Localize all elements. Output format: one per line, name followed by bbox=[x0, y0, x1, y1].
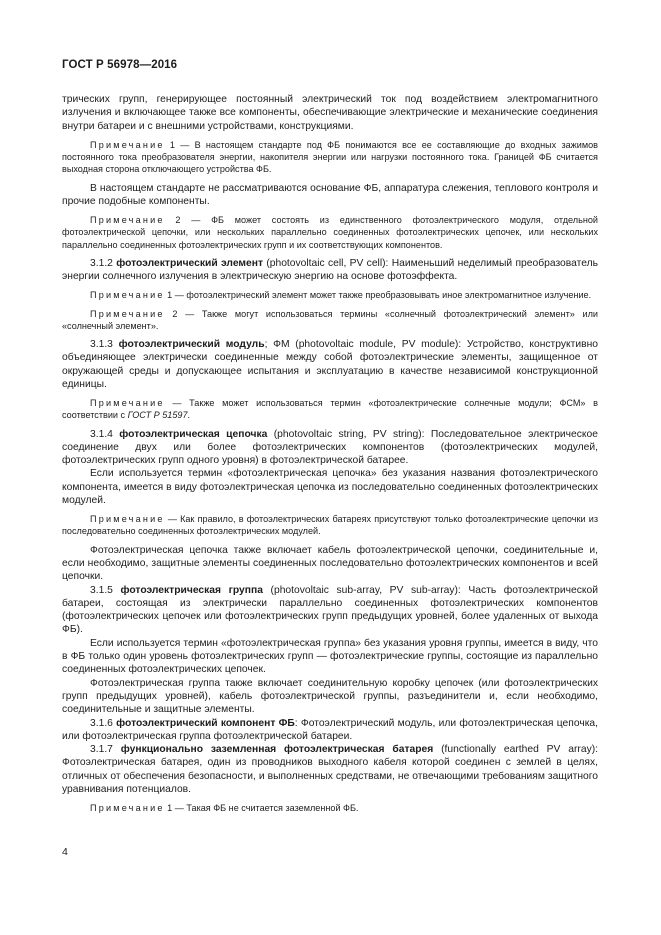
note bbox=[62, 802, 598, 814]
term-text: (photovoltaic sub-array, PV sub-array): Часть фотоэлектрической батареи, состоящая из электрически параллельно соединенных фотоэлектрических компонентов (фотоэлектрических цепочек или фотоэлектрических групп предыдущих уровней, более удаленных от выхода ФБ). bbox=[62, 584, 598, 636]
paragraph: Фотоэлектрическая цепочка также включает кабель фотоэлектрической цепочки, соединительные и, если необходимо, защитные элементы соединенных последовательно фотоэлектрических компонентов и всей цепочки. bbox=[62, 544, 598, 583]
note-text: 1 — фотоэлектрический элемент может также преобразовывать иное электромагнитное излучение. bbox=[164, 290, 592, 301]
term-definition bbox=[62, 338, 598, 391]
term-number: 3.1.3 bbox=[90, 338, 119, 350]
document-body bbox=[62, 93, 598, 815]
term-name: фотоэлектрический модуль bbox=[118, 338, 265, 350]
note bbox=[62, 289, 598, 301]
note-text: 2 — ФБ может состоять из единственного фотоэлектрического модуля, отдельной фотоэлектрической цепочки, или нескольких параллельно соединенных фотоэлектрических цепочек, или нескольких параллельно соединенных фотоэлектрических групп и их соответствующих компонентов. bbox=[62, 215, 598, 250]
paragraph: трических групп, генерирующее постоянный электрический ток под воздействием электромагнитного излучения и включающее также все компоненты, обеспечивающие электрические и механические соединения внутри батареи и с внешними устройствами, конструкциями. bbox=[62, 94, 598, 132]
term-definition bbox=[62, 717, 598, 744]
note-label: Примечание bbox=[90, 139, 165, 150]
term-number: 3.1.7 bbox=[90, 744, 121, 756]
paragraph: Если используется термин «фотоэлектрическая группа» без указания уровня группы, имеется в виду, что в ФБ только один уровень фотоэлектрических групп — фотоэлектрические группы, состоящие из параллельно соединенных фотоэлектрических цепочек. bbox=[62, 637, 598, 676]
note-text: — Как правило, в фотоэлектрических батареях присутствуют только фотоэлектрические цепочки из последовательно соединенных фотоэлектрических модулей. bbox=[62, 514, 598, 537]
term-definition bbox=[62, 428, 598, 468]
paragraph: Если используется термин «фотоэлектрическая цепочка» без указания названия фотоэлектрического компонента, имеется в виду фотоэлектрическая цепочка из последовательно соединенных фотоэлектрических модулей. bbox=[62, 468, 598, 506]
term-name: фотоэлектрическая группа bbox=[120, 584, 263, 596]
note-label: Примечание bbox=[90, 215, 165, 226]
note-label: Примечание bbox=[90, 514, 165, 525]
note-label: Примечание bbox=[90, 398, 165, 409]
term-definition bbox=[62, 743, 598, 796]
term-number: 3.1.6 bbox=[90, 717, 117, 729]
note-label: Примечание bbox=[90, 290, 165, 301]
term-number: 3.1.5 bbox=[90, 584, 121, 596]
term-name: фотоэлектрический элемент bbox=[116, 257, 264, 269]
note-label: Примечание bbox=[90, 308, 165, 319]
note-label: Примечание bbox=[90, 803, 165, 814]
paragraph: Фотоэлектрическая группа также включает соединительную коробку цепочек (или фотоэлектрических групп предыдущих уровней), кабель фотоэлектрической группы, разъединители и, если необходимо, соединительные и защитные элементы. bbox=[62, 677, 598, 716]
term-text: (photovoltaic cell, PV cell): Наименьший неделимый преобразователь энергии солнечного излучения в электрическую энергию на основе фотоэффекта. bbox=[62, 257, 598, 282]
note bbox=[62, 139, 598, 176]
note-end: . bbox=[187, 410, 191, 421]
page-number: 4 bbox=[62, 846, 68, 858]
note-text: 1 — Такая ФБ не считается заземленной ФБ. bbox=[164, 803, 359, 814]
note bbox=[62, 397, 598, 421]
note bbox=[62, 308, 598, 332]
term-text: : Фотоэлектрический модуль, или фотоэлектрическая цепочка, или фотоэлектрическая группа фотоэлектрической батареи. bbox=[62, 717, 599, 742]
term-name: фотоэлектрический компонент ФБ bbox=[116, 717, 295, 729]
term-definition bbox=[62, 257, 598, 284]
term-text: (photovoltaic string, PV string): Последовательное электрическое соединение двух или более фотоэлектрических компонентов (фотоэлектрических модулей, фотоэлектрических групп одного уровня) в фотоэлектрической батарее. bbox=[62, 428, 598, 467]
term-name: фотоэлектрическая цепочка bbox=[119, 428, 268, 440]
term-text: (functionally earthed PV array): Фотоэлектрическая батарея, один из проводников выходного кабеля которой соединен с землей в целях, отличных от обеспечения безопасности, и выполненных средствами, не отвечающими требованиям защитного уравнивания потенциалов. bbox=[62, 744, 599, 796]
standard-reference: ГОСТ Р 51597 bbox=[127, 410, 188, 421]
note-text: 2 — Также могут использоваться термины «солнечный фотоэлектрический элемент» или «солнечный элемент». bbox=[62, 308, 598, 331]
note bbox=[62, 513, 598, 537]
note bbox=[62, 214, 598, 251]
standard-header: ГОСТ Р 56978—2016 bbox=[62, 59, 178, 71]
term-number: 3.1.4 bbox=[90, 428, 120, 440]
term-definition bbox=[62, 584, 598, 637]
paragraph: В настоящем стандарте не рассматриваются основание ФБ, аппаратура слежения, теплового контроля и прочие подобные компоненты. bbox=[62, 182, 598, 207]
term-number: 3.1.2 bbox=[90, 257, 117, 269]
note-text: — Также может использоваться термин «фотоэлектрические солнечные модули; ФСМ» в соответствии с bbox=[62, 398, 598, 421]
term-text: ; ФМ (photovoltaic module, PV module): Устройство, конструктивно объединяющее электрически соединенные между собой фотоэлектрические элементы, защищенное от окружающей среды и допускающее испытания и эксплуатацию в качестве независимой конструкционной единицы. bbox=[62, 338, 599, 390]
note-text: 1 — В настоящем стандарте под ФБ понимаются все ее составляющие до входных зажимов постоянного тока преобразователя энергии, накопителя энергии или нагрузки постоянного тока. Границей ФБ считается выходная сторона отключающего устройства ФБ. bbox=[62, 139, 598, 175]
term-name: функционально заземленная фотоэлектрическая батарея bbox=[120, 744, 434, 756]
